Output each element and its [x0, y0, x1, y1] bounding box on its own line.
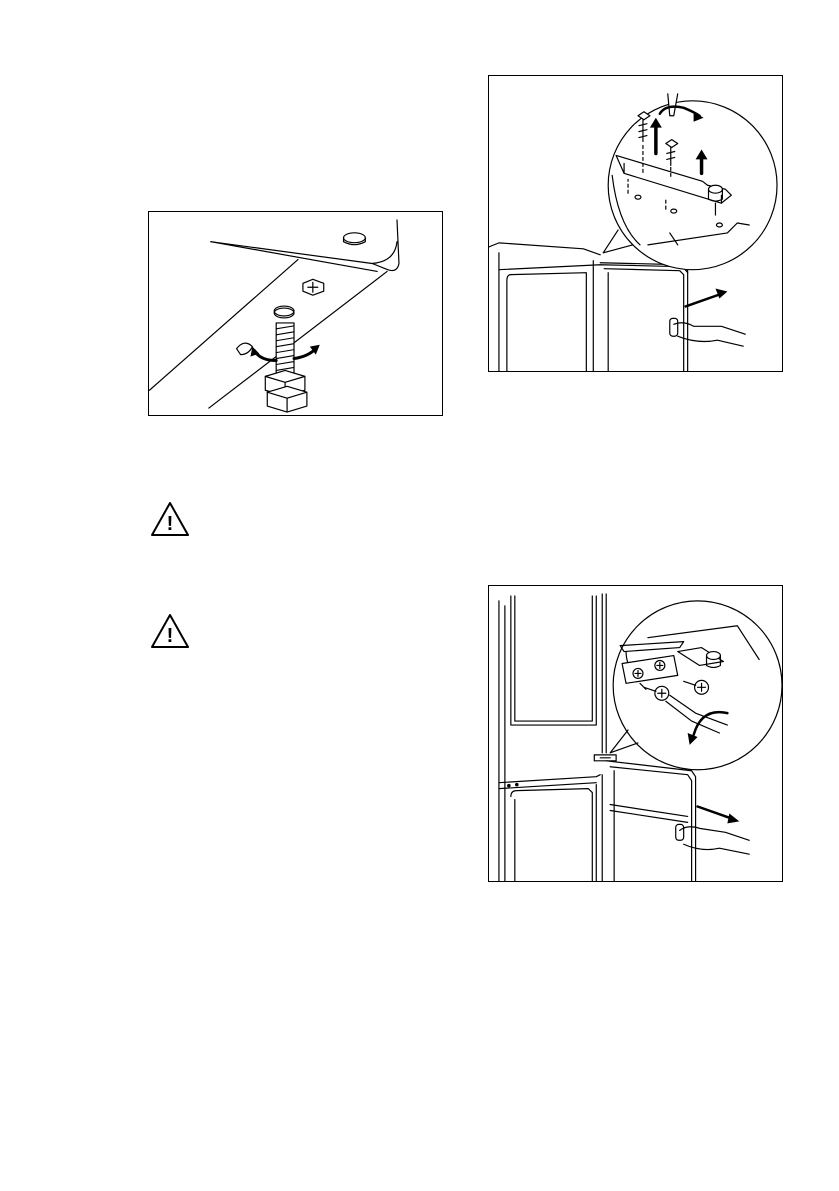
foot-adjustment-figure	[148, 211, 443, 416]
warning-symbol: !	[166, 513, 174, 535]
warning-triangle-icon	[148, 611, 192, 651]
warning-symbol: !	[166, 625, 174, 647]
lower-door-hinge-removal-illustration	[489, 586, 782, 881]
lower-door-figure	[488, 585, 783, 882]
upper-hinge-figure	[488, 75, 783, 372]
upper-hinge-removal-illustration	[489, 76, 782, 371]
warning-triangle-icon	[148, 499, 192, 539]
adjustable-foot-illustration	[149, 212, 442, 415]
